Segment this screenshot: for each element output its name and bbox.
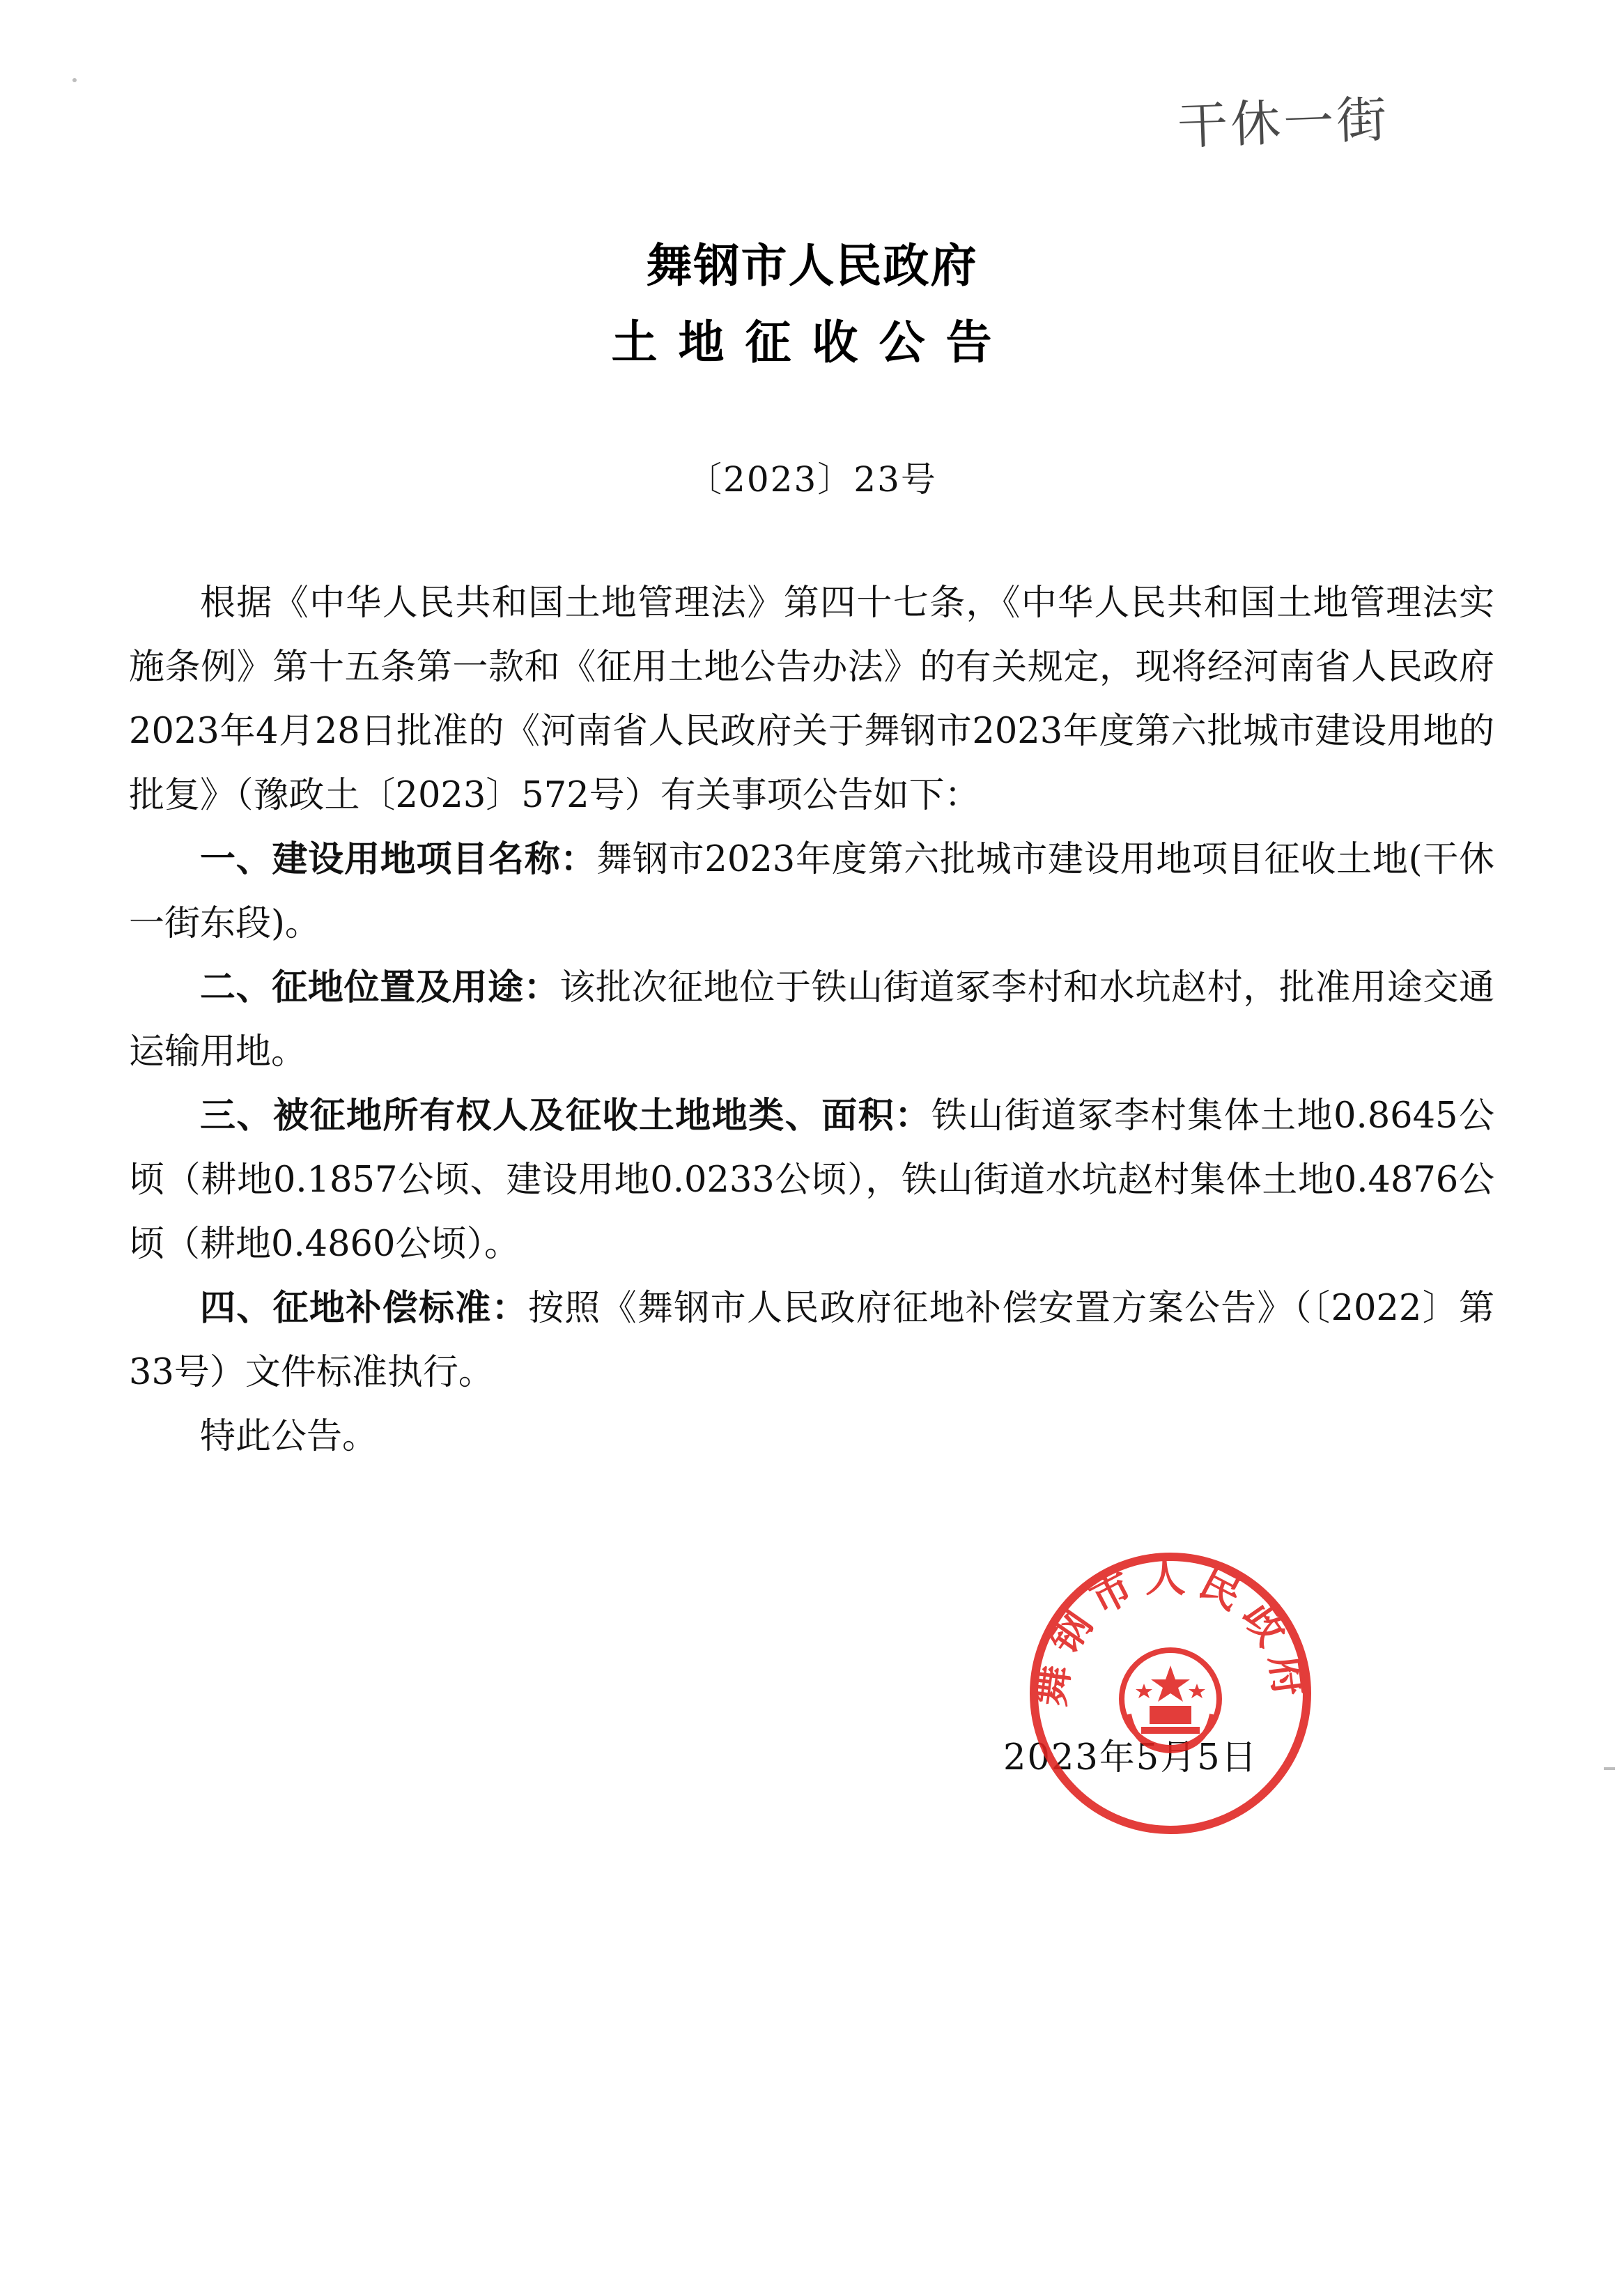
notice-title: 土地征收公告 xyxy=(611,316,1013,369)
item-heading-3: 三、被征地所有权人及征收土地地类、面积： xyxy=(200,1095,931,1137)
item-paragraph-2 xyxy=(129,956,1494,1084)
seal-graphic xyxy=(1024,1547,1317,1840)
item-paragraph-4 xyxy=(129,1277,1494,1405)
handwritten-note: 干休一街 xyxy=(1176,89,1391,156)
item-text-3: 铁山街道冢李村集体土地0.8645公顷（耕地0.1857公顷、建设用地0.0233公顷），铁山街道水坑赵村集体土地0.4876公顷（耕地0.4860公顷）。 xyxy=(129,1095,1494,1265)
national-emblem-icon xyxy=(1122,1650,1219,1751)
item-paragraph-1 xyxy=(129,828,1494,956)
scan-mark-left xyxy=(72,78,77,82)
closing-line: 特此公告。 xyxy=(200,1416,378,1457)
issue-date: 2023年5月5日 xyxy=(1003,1737,1258,1778)
issuer-title: 舞钢市人民政府 xyxy=(646,239,978,293)
item-text-1: 舞钢市2023年度第六批城市建设用地项目征收土地(干休一街东段)。 xyxy=(129,839,1494,944)
item-heading-1: 一、建设用地项目名称： xyxy=(200,839,597,880)
intro-paragraph: 根据《中华人民共和国土地管理法》第四十七条，《中华人民共和国土地管理法实施条例》第十五条第一款和《征用土地公告办法》的有关规定，现将经河南省人民政府2023年4月28日批准的《河南省人民政府关于舞钢市2023年度第六批城市建设用地的批复》（豫政土〔2023〕572号）有关事项公告如下： xyxy=(129,583,1494,816)
item-heading-4: 四、征地补偿标准： xyxy=(200,1288,528,1329)
item-text-4: 按照《舞钢市人民政府征地补偿安置方案公告》（〔2022〕第33号）文件标准执行。 xyxy=(129,1288,1494,1393)
item-text-2: 该批次征地位于铁山街道冢李村和水坑赵村，批准用途交通运输用地。 xyxy=(129,967,1494,1072)
item-paragraph-3 xyxy=(129,1084,1494,1277)
notice-body xyxy=(129,571,1494,1469)
item-heading-2: 二、征地位置及用途： xyxy=(200,967,560,1008)
seal-text: 舞钢市人民政府 xyxy=(1026,1553,1315,1709)
document-number: 〔2023〕23号 xyxy=(687,459,937,500)
official-seal xyxy=(1024,1547,1317,1840)
scan-mark-right xyxy=(1604,1767,1615,1770)
